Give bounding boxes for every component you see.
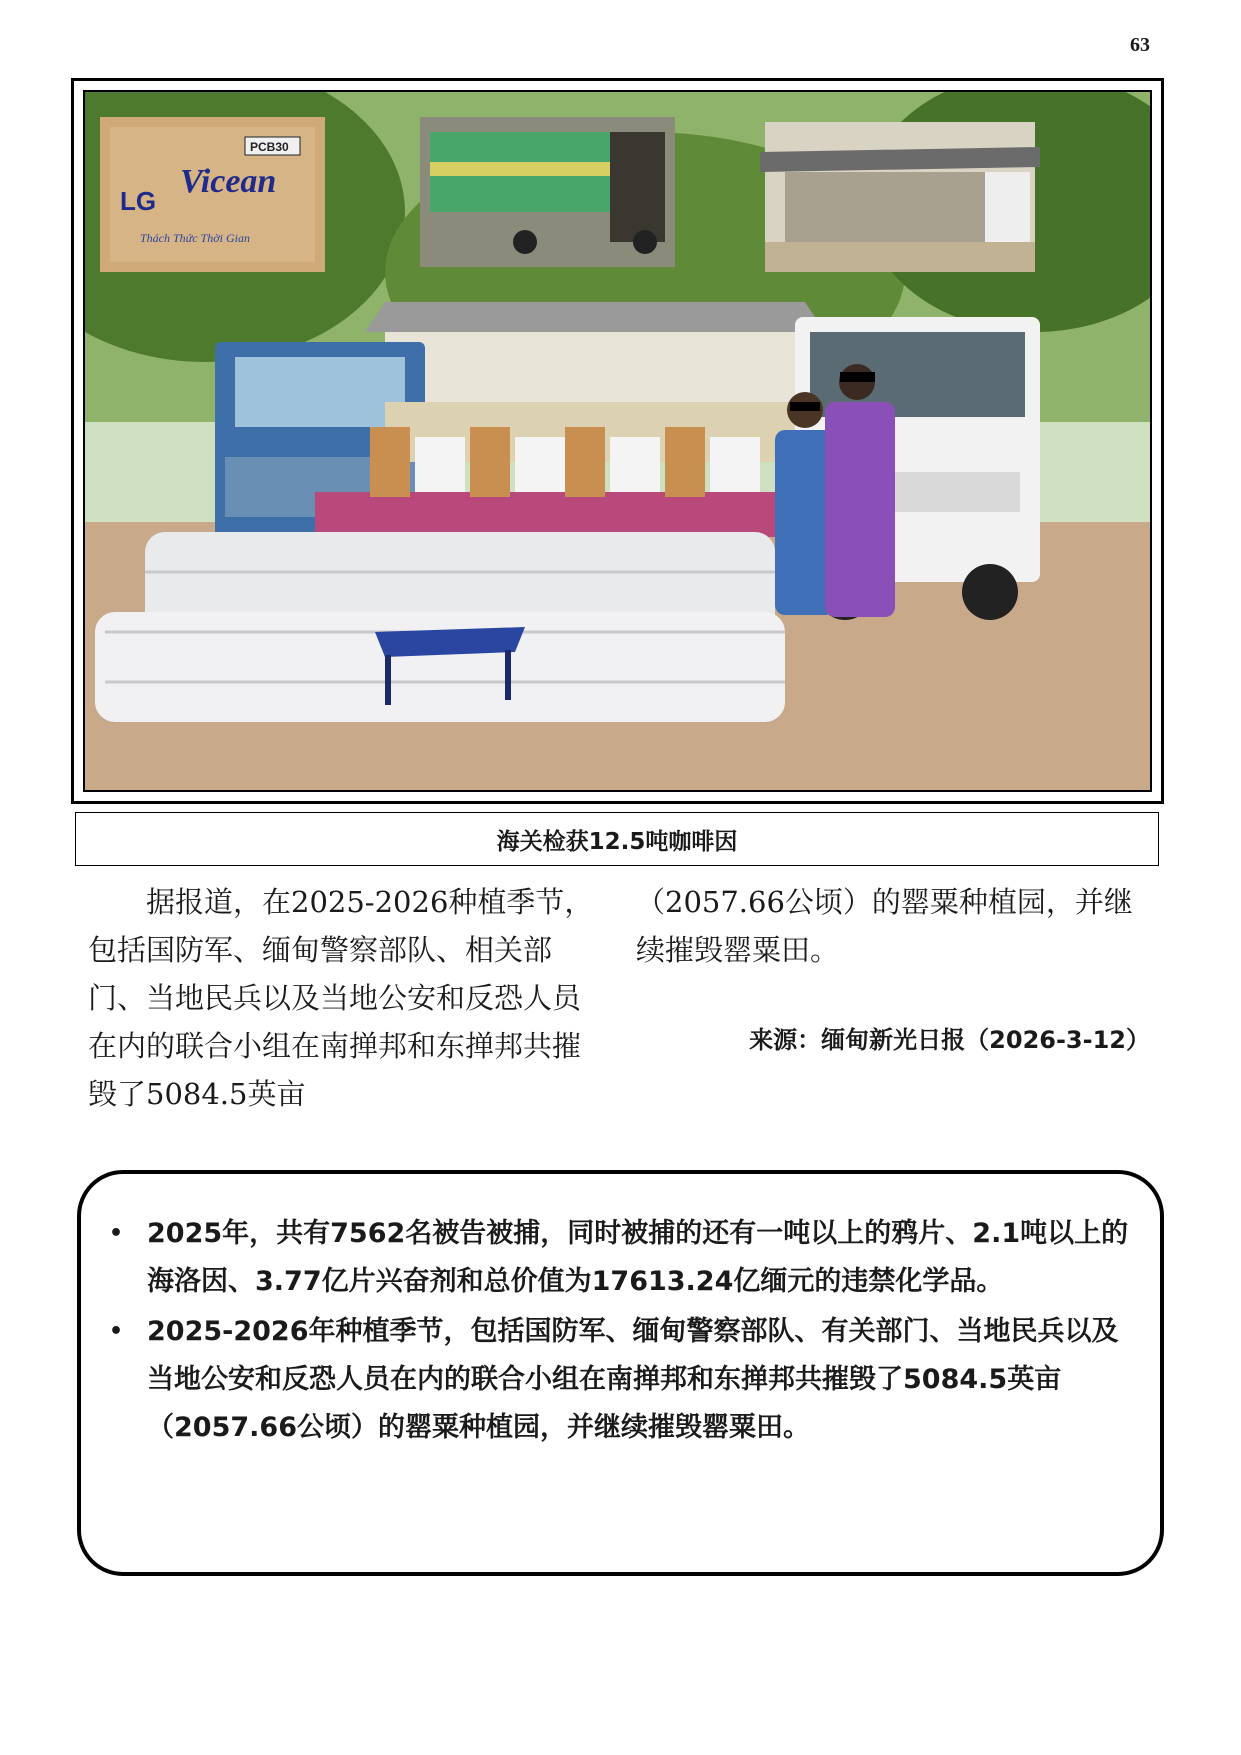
- seizure-photo: [83, 90, 1152, 792]
- article-continuation: （2057.66公顷）的罂粟种植园，并继续摧毁罂粟田。: [636, 885, 1133, 967]
- bullet-icon: •: [109, 1221, 124, 1246]
- summary-item: [105, 1210, 1135, 1306]
- bullet-icon: •: [109, 1319, 124, 1344]
- summary-item-text: 2025-2026年种植季节，包括国防军、缅甸警察部队、有关部门、当地民兵以及当地公安和反恐人员在内的联合小组在南掸邦和东掸邦共摧毁了5084.5英亩（2057.66公顷）的罂粟种植园，并继续摧毁罂粟田。: [147, 1316, 1119, 1443]
- article-left-column: [88, 878, 608, 1118]
- inset-warehouse-photo: [760, 122, 1040, 272]
- summary-list: [105, 1210, 1135, 1454]
- summary-box: [77, 1170, 1164, 1576]
- inset-truck-photo: [420, 117, 675, 267]
- article-right-column: [636, 878, 1156, 974]
- article-paragraph: 据报道，在2025-2026种植季节，包括国防军、缅甸警察部队、相关部门、当地民兵以及当地公安和反恐人员在内的联合小组在南掸邦和东掸邦共摧毁了5084.5英亩: [88, 885, 594, 1111]
- sign-letters-text: LG: [120, 186, 157, 216]
- article-source: 来源：缅甸新光日报（2026-3-12）: [749, 1026, 1150, 1054]
- photo-frame: [71, 78, 1164, 804]
- sign-code-text: PCB30: [250, 140, 289, 154]
- sign-tagline-text: Thách Thức Thời Gian: [140, 231, 250, 245]
- inset-sign-photo: [100, 117, 325, 272]
- photo-caption: 海关检获12.5吨咖啡因: [75, 812, 1159, 866]
- summary-item: [105, 1308, 1135, 1452]
- page-number: 63: [1130, 34, 1150, 56]
- sign-brand-text: Vicean: [180, 163, 277, 200]
- summary-item-text: 2025年，共有7562名被告被捕，同时被捕的还有一吨以上的鸦片、2.1吨以上的海洛因、3.77亿片兴奋剂和总价值为17613.24亿缅元的违禁化学品。: [147, 1218, 1129, 1297]
